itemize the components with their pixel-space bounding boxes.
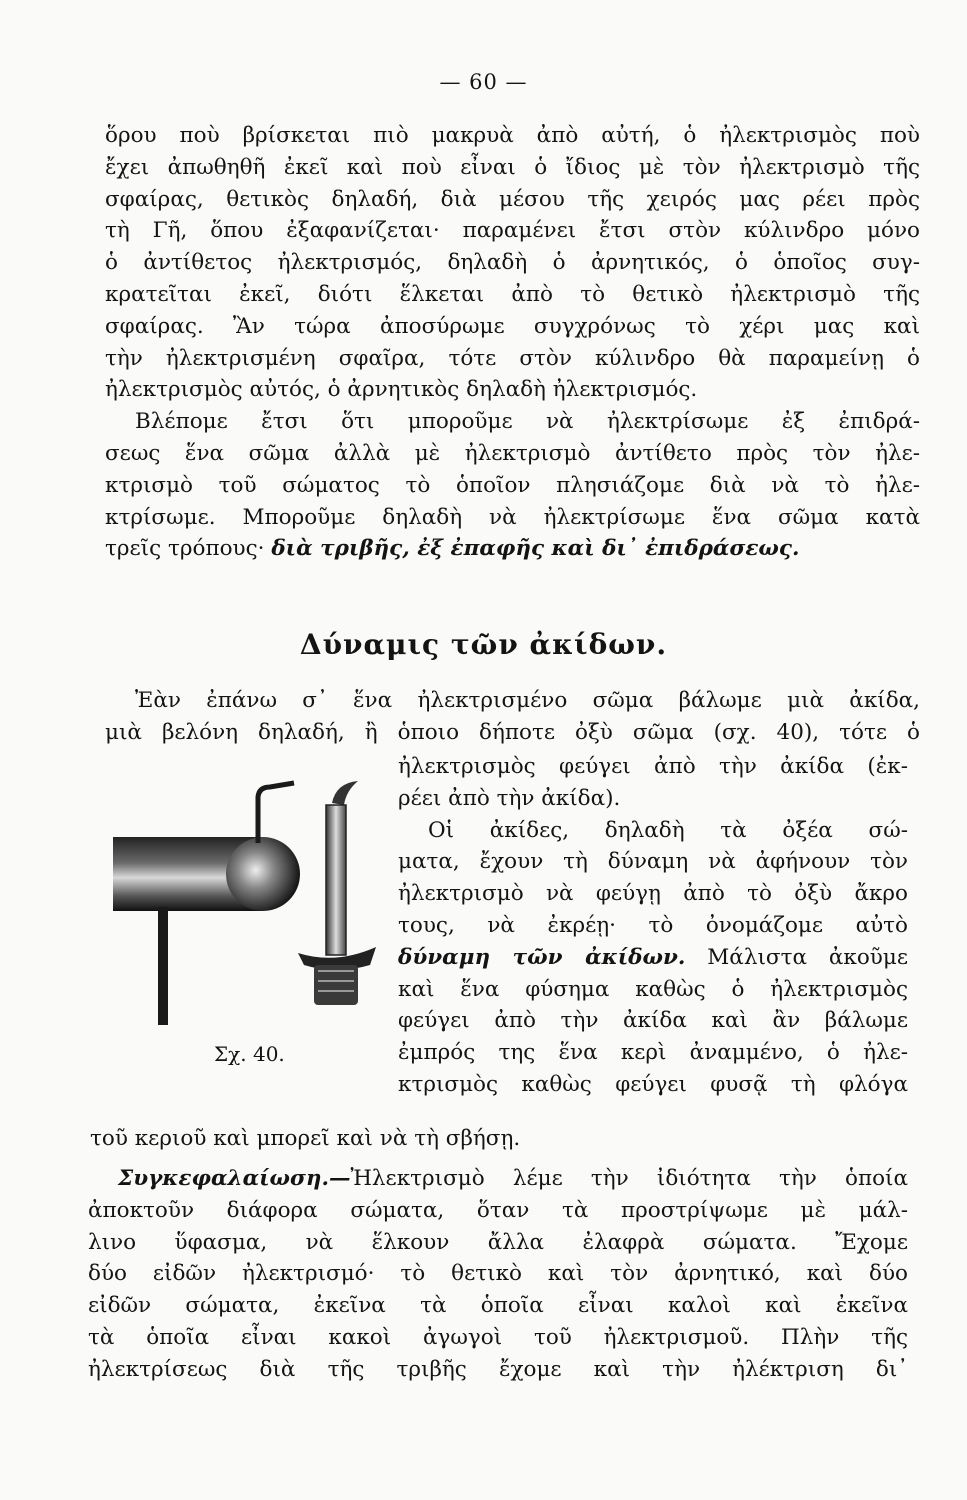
text-line: σφαίρας. Ἂν τώρα ἀποσύρωμε συγχρόνως τὸ χέρι μας καὶ	[105, 313, 920, 339]
paragraph-points-end	[90, 1123, 610, 1155]
text-line: εἰδῶν σώματα, ἐκεῖνα τὰ ὁποῖα εἶναι καλοὶ καὶ ἐκεῖνα	[88, 1293, 908, 1319]
text-line: ματα, ἔχουν τὴ δύναμη νὰ ἀφήνουν τὸν	[398, 849, 908, 875]
page-number: — 60 —	[439, 70, 528, 94]
text-line: ἠλεκτρισμὸ νὰ φεύγῃ ἀπὸ τὸ ὀξὺ ἄκρο	[398, 881, 908, 907]
paragraph-electrification	[105, 120, 920, 565]
text-line: φεύγει ἀπὸ τὴν ἀκίδα καὶ ἂν βάλωμε	[398, 1008, 908, 1034]
text-line: Ἐὰν ἐπάνω σ᾽ ἕνα ἠλεκτρισμένο σῶμα βάλωμε μιὰ ἀκίδα,	[135, 688, 920, 713]
text-line: τους, νὰ ἐκρέῃ· τὸ ὀνομάζομε αὐτὸ	[398, 912, 908, 938]
text-line: ἔχει ἀπωθηθῆ ἐκεῖ καὶ ποὺ εἶναι ὁ ἴδιος μὲ τὸν ἠλεκτρισμὸ τῆς	[105, 154, 920, 180]
conductor-cylinder	[113, 837, 300, 1025]
text-line: σφαίρας, θετικὸς δηλαδή, διὰ μέσου τῆς χειρός μας ρέει πρὸς	[105, 186, 920, 212]
plain-text: τρεῖς τρόπους·	[105, 536, 265, 562]
text-line: δύο εἰδῶν ἠλεκτρισμό· τὸ θετικὸ καὶ τὸν ἀρνητικό, καὶ δύο	[88, 1261, 908, 1287]
figure-40-illustration	[108, 775, 398, 1075]
text-line: ἐμπρός της ἕνα κερὶ ἀναμμένο, ὁ ἠλε-	[398, 1040, 908, 1066]
candle	[298, 781, 376, 1005]
text-line: ἠλεκτρίσεως διὰ τῆς τριβῆς ἔχομε καὶ τὴν ἠλέκτριση δι᾽	[88, 1356, 908, 1382]
summary-label: Συγκεφαλαίωση.—	[118, 1166, 351, 1191]
text-line: καὶ ἕνα φύσημα καθὼς ὁ ἠλεκτρισμὸς	[398, 976, 908, 1002]
text-line: κτρίσωμε. Μποροῦμε δηλαδὴ νὰ ἠλεκτρίσωμε ἕνα σῶμα κατὰ	[105, 504, 920, 530]
text-line: ἠλεκτρισμὸς αὐτός, ὁ ἀρνητικὸς δηλαδὴ ἠλεκτρισμός.	[105, 377, 698, 403]
plain-text: Ἠλεκτρισμὸ λέμε τὴν ἰδιότητα τὴν ὁποία	[350, 1166, 908, 1191]
needle-point	[258, 783, 294, 843]
text-line: ἠλεκτρισμὸς φεύγει ἀπὸ τὴν ἀκίδα (ἐκ-	[398, 754, 908, 779]
paragraph-summary	[88, 1163, 908, 1386]
figure-caption: Σχ. 40.	[214, 1042, 285, 1066]
text-line: κτρισμὸ τοῦ σώματος τὸ ὁποῖον πλησιάζομε διὰ νὰ τὸ ἠλε-	[105, 472, 920, 498]
text-line: τὴν ἠλεκτρισμένη σφαῖρα, τότε στὸν κύλινδρο θὰ παραμείνῃ ὁ	[105, 345, 920, 371]
text-line: λινο ὕφασμα, νὰ ἕλκουν ἄλλα ἐλαφρὰ σώματα. Ἔχομε	[88, 1229, 908, 1255]
text-line: ἀποκτοῦν διάφορα σώματα, ὅταν τὰ προστρίψωμε μὲ μάλ-	[88, 1197, 908, 1223]
text-line: Οἱ ἀκίδες, δηλαδὴ τὰ ὀξέα σώ-	[428, 817, 908, 843]
text-line: τὰ ὁποῖα εἶναι κακοὶ ἀγωγοὶ τοῦ ἠλεκτρισμοῦ. Πλὴν τῆς	[88, 1324, 908, 1350]
plain-text: Μάλιστα ἀκοῦμε	[707, 944, 908, 970]
section-heading: Δύναμις τῶν ἀκίδων.	[299, 628, 668, 661]
text-line-with-emphasis	[398, 942, 908, 974]
emphasized-text: διὰ τριβῆς, ἐξ ἐπαφῆς καὶ δι᾽ ἐπιδράσεως.	[271, 536, 800, 562]
text-line: τοῦ κεριοῦ καὶ μπορεῖ καὶ νὰ τὴ σβήσῃ.	[90, 1126, 521, 1151]
text-line: μιὰ βελόνη δηλαδή, ἢ ὁποιο δήποτε ὀξὺ σῶμα (σχ. 40), τότε ὁ	[105, 719, 920, 745]
text-line: κρατεῖται ἐκεῖ, διότι ἕλκεται ἀπὸ τὸ θετικὸ ἠλεκτρισμὸ τῆς	[105, 281, 920, 307]
text-line: ὅρου ποὺ βρίσκεται πιὸ μακρυὰ ἀπὸ αὐτή, ὁ ἠλεκτρισμὸς ποὺ	[105, 123, 920, 148]
paragraph-points-intro	[105, 685, 920, 749]
text-line: κτρισμὸς καθὼς φεύγει φυσᾷ τὴ φλόγα	[398, 1071, 908, 1097]
text-line: Βλέπομε ἔτσι ὅτι μποροῦμε νὰ ἠλεκτρίσωμε ἐξ ἐπιδρά-	[135, 409, 920, 435]
text-line: σεως ἕνα σῶμα ἀλλὰ μὲ ἠλεκτρισμὸ ἀντίθετο πρὸς τὸν ἠλε-	[105, 440, 920, 466]
paragraph-points-beside-figure	[398, 751, 908, 1101]
emphasized-text: δύναμη τῶν ἀκίδων.	[398, 944, 686, 970]
text-line-with-emphasis	[88, 1163, 908, 1195]
text-line: ρέει ἀπὸ τὴν ἀκίδα).	[398, 785, 621, 811]
text-line-with-emphasis	[105, 533, 920, 565]
text-line: τὴ Γῆ, ὅπου ἐξαφανίζεται· παραμένει ἔτσι στὸν κύλινδρο μόνο	[105, 218, 920, 244]
text-line: ὁ ἀντίθετος ἠλεκτρισμός, δηλαδὴ ὁ ἀρνητικός, ὁ ὁποῖος συγ-	[105, 250, 920, 276]
